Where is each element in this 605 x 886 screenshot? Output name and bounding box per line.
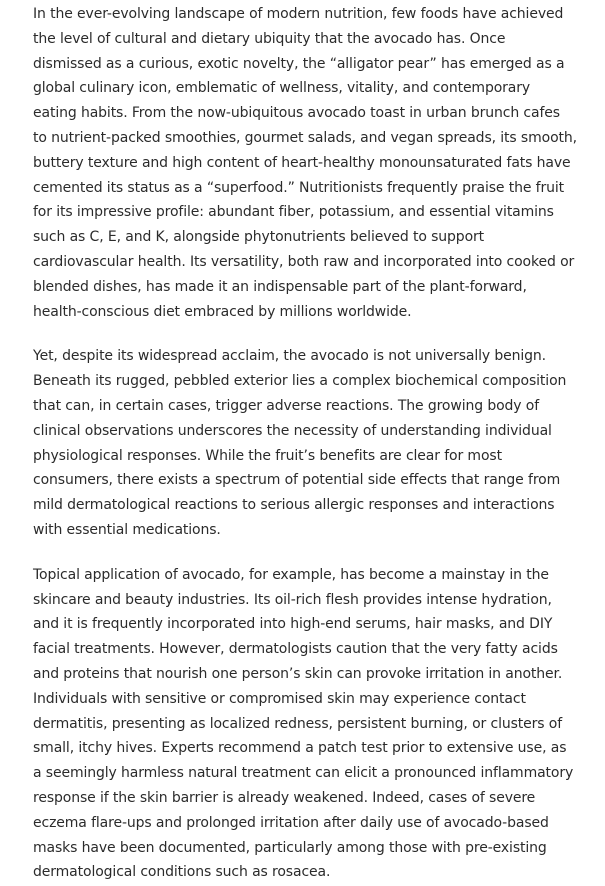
- paragraph-intro: In the ever-evolving landscape of modern nutrition, few foods have achieved the level of cultural and dietary ubiquity that the avocado has. Once dismissed as a curious, exotic novelty, the “alligator pear” has emerged as a global culinary icon, emblematic of wellness, vitality, and contemporary eating habits. From the now-ubiquitous avocado toast in urban brunch cafes to nutrient-packed smoothies, gourmet salads, and vegan spreads, its smooth, buttery texture and high content of heart-healthy monounsaturated fats have cemented its status as a “superfood.” Nutritionists frequently praise the fruit for its impressive profile: abundant fiber, potassium, and essential vitamins such as C, E, and K, alongside phytonutrients believed to support cardiovascular health. Its versatility, both raw and incorporated into cooked or blended dishes, has made it an indispensable part of the plant-forward, health-conscious diet embraced by millions worldwide.: [33, 6, 577, 320]
- paragraph-caveat: Yet, despite its widespread acclaim, the avocado is not universally benign. Beneath its rugged, pebbled exterior lies a complex biochemical composition that can, in certain cases, trigger adverse reactions. The growing body of clinical observations underscores the necessity of understanding individual physiological responses. While the fruit’s benefits are clear for most consumers, there exists a spectrum of potential side effects that range from mild dermatological reactions to serious allergic responses and interactions with essential medications.: [33, 348, 567, 538]
- paragraph-topical-use: Topical application of avocado, for example, has become a mainstay in the skincare and beauty industries. Its oil-rich flesh provides intense hydration, and it is frequently incorporated into high-end serums, hair masks, and DIY facial treatments. However, dermatologists caution that the very fatty acids and proteins that nourish one person’s skin can provoke irritation in another. Individuals with sensitive or compromised skin may experience contact dermatitis, presenting as localized redness, persistent burning, or clusters of small, itchy hives. Experts recommend a patch test prior to extensive use, as a seemingly harmless natural treatment can elicit a pronounced inflammatory response if the skin barrier is already weakened. Indeed, cases of severe eczema flare-ups and prolonged irritation after daily use of avocado-based masks have been documented, particularly among those with pre-existing dermatological conditions such as rosacea.: [33, 566, 574, 881]
